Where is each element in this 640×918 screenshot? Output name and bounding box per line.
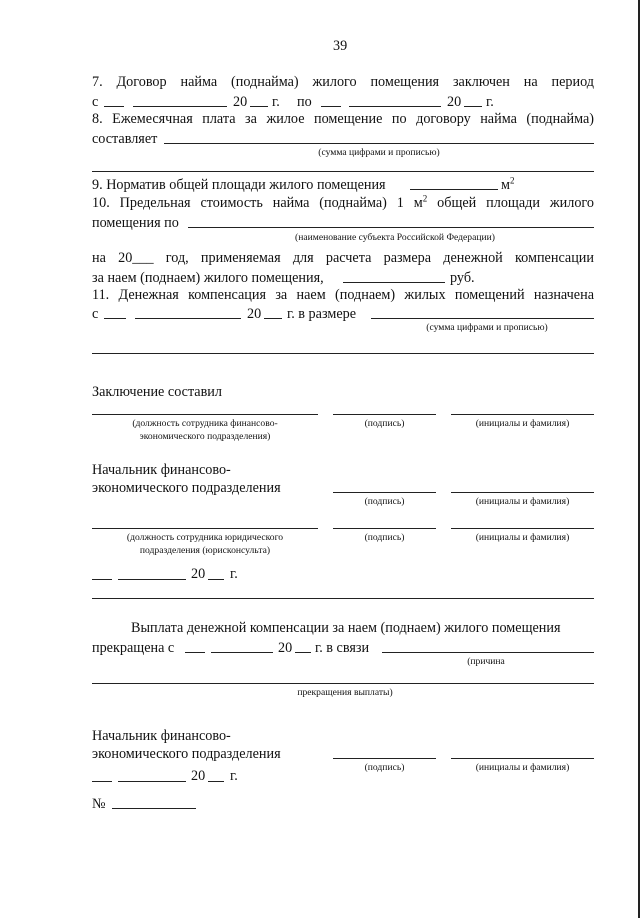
item-10-cost-line[interactable] — [343, 282, 445, 283]
chief2-line-2: экономического подразделения — [92, 746, 281, 762]
chief1-signature-hint: (подпись) — [364, 496, 405, 507]
termination-line-2b: г. в связи — [315, 640, 370, 656]
legal-position-hint-2: подразделения (юрисконсульта) — [139, 545, 271, 556]
item-10-line-4: за наем (поднаем) жилого помещения, — [92, 270, 324, 286]
termination-reason-line[interactable] — [382, 652, 594, 653]
legal-position-line[interactable] — [92, 528, 318, 529]
legal-name-hint: (инициалы и фамилия) — [475, 532, 570, 543]
item-8-amount-line[interactable] — [164, 143, 594, 144]
legal-name-line[interactable] — [451, 528, 594, 529]
item-10-hint: (наименование субъекта Российской Федерации) — [295, 232, 495, 243]
item-9-unit: $м^2$ — [501, 175, 515, 193]
chief2-line-1: Начальник финансово- — [92, 728, 231, 744]
item-11-tail: г. в размере — [287, 306, 357, 322]
termination-hint-1: (причина — [467, 656, 505, 667]
termination-line-2a: прекращена с — [92, 640, 175, 656]
chief2-day-line[interactable] — [92, 781, 112, 782]
item-9-area-line[interactable] — [410, 189, 498, 190]
item-11-year-line[interactable] — [264, 318, 282, 319]
termination-reason-line-2[interactable] — [92, 683, 594, 684]
item-8-label: 8. Ежемесячная плата за жилое помещение по договору найма (поднайма) — [92, 111, 594, 127]
legal-position-hint-1: (должность сотрудника юридического — [126, 532, 284, 543]
item-8-hint: (сумма цифрами и прописью) — [318, 147, 440, 158]
item-8-sostavlyaet: составляет — [92, 131, 158, 147]
legal-day-line[interactable] — [92, 579, 112, 580]
item-7-from-month-line[interactable] — [133, 106, 227, 107]
item-10-line-3: на 20___ год, применяемая для расчета размера денежной компенсации — [92, 250, 594, 266]
legal-signature-hint: (подпись) — [364, 532, 405, 543]
item-10-sup: 2 — [422, 193, 428, 204]
chief2-name-line[interactable] — [451, 758, 594, 759]
chief2-signature-hint: (подпись) — [364, 762, 405, 773]
item-11-amount-line[interactable] — [371, 318, 594, 319]
chief1-line-2: экономического подразделения — [92, 480, 281, 496]
item-7-from: с — [92, 94, 99, 110]
item-7-to-day-line[interactable] — [321, 106, 341, 107]
chief2-g: г. — [230, 768, 238, 784]
legal-year-line[interactable] — [208, 579, 224, 580]
conclusion-signature-hint: (подпись) — [364, 418, 405, 429]
chief1-name-hint: (инициалы и фамилия) — [475, 496, 570, 507]
item-11-label: 11. Денежная компенсация за наем (поднаем) жилых помещений назначена — [92, 287, 594, 303]
conclusion-position-hint-2: экономического подразделения) — [139, 431, 271, 442]
number-line[interactable] — [112, 808, 196, 809]
termination-year-line[interactable] — [295, 652, 311, 653]
page-number: 39 — [333, 38, 348, 54]
termination-line-1: Выплата денежной компенсации за наем (поднаем) жилого помещения — [131, 620, 561, 636]
chief2-year-line[interactable] — [208, 781, 224, 782]
item-7-g1: г. — [272, 94, 280, 110]
item-10-rub: руб. — [450, 270, 475, 286]
item-7-to-month-line[interactable] — [349, 106, 441, 107]
termination-hint-2: прекращения выплаты) — [297, 687, 393, 698]
item-7-year-b: 20 — [447, 94, 462, 110]
legal-g: г. — [230, 566, 238, 582]
conclusion-position-line[interactable] — [92, 414, 318, 415]
number-label: № — [92, 796, 106, 812]
item-9-label: 9. Норматив общей площади жилого помещения — [92, 177, 386, 193]
item-7-year-a-line[interactable] — [250, 106, 268, 107]
legal-year: 20 — [191, 566, 206, 582]
item-11-day-line[interactable] — [104, 318, 126, 319]
item-10-line-1: 10. Предельная стоимость найма (поднайма) 1 $м^2$ общей площади жилого — [92, 193, 594, 211]
termination-day-line[interactable] — [185, 652, 205, 653]
item-11-year: 20 — [247, 306, 262, 322]
chief2-signature-line[interactable] — [333, 758, 436, 759]
conclusion-signature-line[interactable] — [333, 414, 436, 415]
conclusion-heading: Заключение составил — [92, 384, 222, 400]
termination-month-line[interactable] — [211, 652, 273, 653]
item-9-unit-sup: 2 — [509, 175, 515, 186]
item-11-amount-line-2[interactable] — [92, 353, 594, 354]
item-7-year-a: 20 — [233, 94, 248, 110]
chief2-name-hint: (инициалы и фамилия) — [475, 762, 570, 773]
item-11-hint: (сумма цифрами и прописью) — [426, 322, 548, 333]
item-7-year-b-line[interactable] — [464, 106, 482, 107]
chief1-line-1: Начальник финансово- — [92, 462, 231, 478]
item-8-amount-line-2[interactable] — [92, 171, 594, 172]
item-7-to: по — [297, 94, 312, 110]
termination-year: 20 — [278, 640, 293, 656]
item-10-region-line[interactable] — [188, 227, 594, 228]
item-7-label: 7. Договор найма (поднайма) жилого помещения заключен на период — [92, 74, 594, 90]
item-11-month-line[interactable] — [135, 318, 241, 319]
conclusion-position-hint-1: (должность сотрудника финансово- — [132, 418, 278, 429]
item-7-from-day-line[interactable] — [104, 106, 124, 107]
legal-signature-line[interactable] — [333, 528, 436, 529]
chief1-signature-line[interactable] — [333, 492, 436, 493]
item-10-line-2: помещения по — [92, 215, 179, 231]
section-divider — [92, 598, 594, 599]
legal-month-line[interactable] — [118, 579, 186, 580]
conclusion-name-line[interactable] — [451, 414, 594, 415]
item-11-from: с — [92, 306, 99, 322]
conclusion-name-hint: (инициалы и фамилия) — [475, 418, 570, 429]
item-7-g2: г. — [486, 94, 494, 110]
chief1-name-line[interactable] — [451, 492, 594, 493]
chief2-year: 20 — [191, 768, 206, 784]
chief2-month-line[interactable] — [118, 781, 186, 782]
